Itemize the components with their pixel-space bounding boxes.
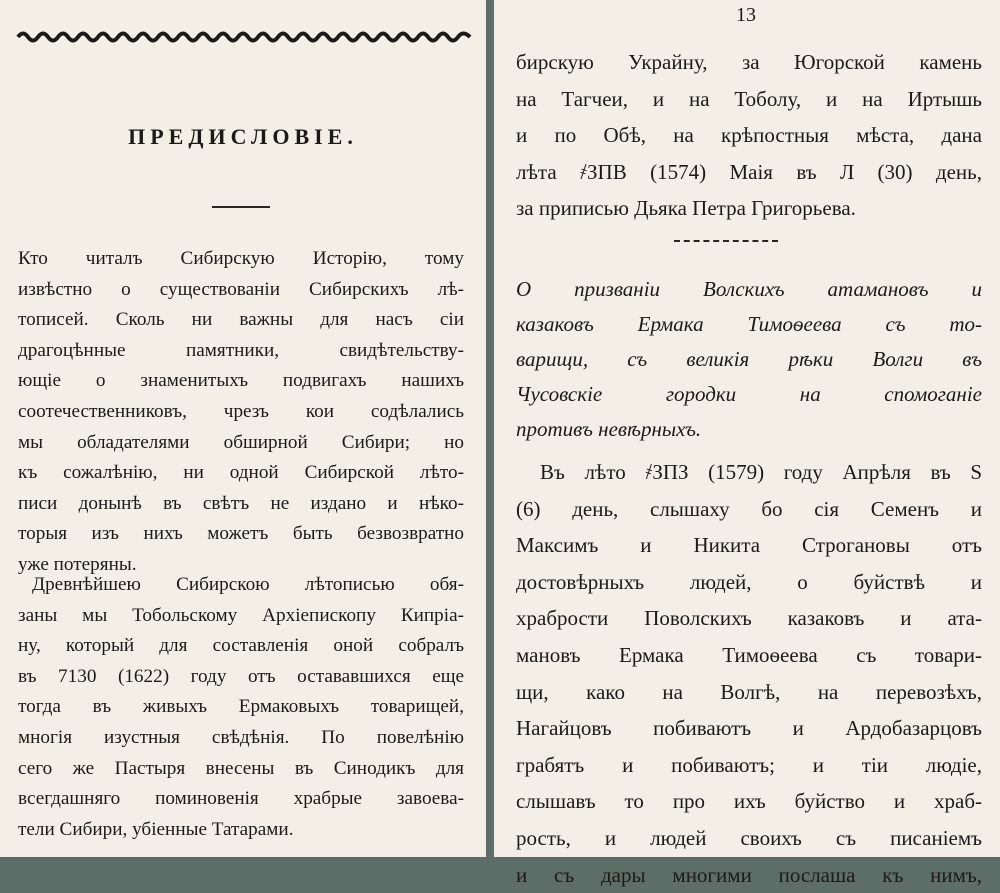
text-line: противъ невѣрныхъ. xyxy=(516,417,702,441)
chronicle-continuation xyxy=(516,44,982,227)
text-line: на Тагчеи, и на Тоболу, и на Иртышь xyxy=(516,86,982,111)
text-line: сего же Пастыря внесены въ Синодикъ для xyxy=(18,757,464,779)
text-line: Чусовскіе городки на спомоганіе xyxy=(516,382,982,406)
text-line: всегдашняго поминовенія храбрые завоева- xyxy=(18,788,464,810)
text-line: ну, который для составленія оной собралъ xyxy=(18,635,464,657)
text-line: Нагайцовъ побиваютъ и Ардобазарцовъ xyxy=(516,716,982,741)
text-line: Въ лѣто ҂ЗПЗ (1579) году Апрѣля въ S xyxy=(540,460,982,484)
text-line: тели Сибири, убіенные Татарами. xyxy=(18,818,294,840)
text-line: (6) день, слышаху бо сія Семенъ и xyxy=(516,496,982,521)
text-line: Максимъ и Никита Строгановы отъ xyxy=(516,533,982,558)
section-divider xyxy=(674,240,778,242)
text-line: Кто читалъ Сибирскую Исторію, тому xyxy=(18,248,464,269)
text-line: и съ дары многими послаша къ нимъ, xyxy=(516,862,982,887)
text-line: мановъ Ермака Тимоѳеева съ товари- xyxy=(516,642,982,667)
preface-paragraph-2 xyxy=(18,570,464,845)
right-page xyxy=(494,0,1000,887)
text-line: мы обладателями обширной Сибири; но xyxy=(18,431,464,453)
text-line: лѣта ҂ЗПВ (1574) Маія въ Л (30) день, xyxy=(516,159,982,184)
text-line: тогда въ живыхъ Ермаковыхъ товарищей, xyxy=(18,696,464,718)
text-line: соотечественниковъ, чрезъ кои содѣлались xyxy=(18,400,464,422)
text-line: О призваніи Волскихъ атамановъ и xyxy=(516,277,982,301)
text-line: бирскую Украйну, за Югорской камень xyxy=(516,50,982,74)
preface-heading: ПРЕДИСЛОВІЕ. xyxy=(128,124,358,149)
left-page xyxy=(0,0,486,857)
text-line: уже потеряны. xyxy=(18,553,137,575)
text-line: казаковъ Ермака Тимоѳеева съ то- xyxy=(516,312,982,336)
ornamental-rule xyxy=(18,28,470,46)
text-line: и по Обѣ, на крѣпостныя мѣста, дана xyxy=(516,123,982,148)
text-line: къ сожалѣнію, ни одной Сибирской лѣто- xyxy=(18,462,464,484)
text-line: заны мы Тобольскому Архіепископу Кипріа- xyxy=(18,604,464,626)
text-line: въ 7130 (1622) году отъ остававшихся еще xyxy=(18,665,464,687)
text-line: достовѣрныхъ людей, о буйствѣ и xyxy=(516,569,982,594)
text-line: Древнѣйшею Сибирскою лѣтописью обя- xyxy=(32,574,464,595)
page-number: 13 xyxy=(736,4,756,26)
text-line: за приписью Дьяка Петра Григорьева. xyxy=(516,196,856,221)
text-line: ющіе о знаменитыхъ подвигахъ нашихъ xyxy=(18,370,464,392)
preface-paragraph-1 xyxy=(18,244,464,581)
chapter-title xyxy=(516,272,982,447)
text-line: храбрости Поволскихъ казаковъ и ата- xyxy=(516,606,982,631)
text-line: тописей. Сколь ни важны для насъ сіи xyxy=(18,309,464,331)
text-line: варищи, съ великія рѣки Волги въ xyxy=(516,347,982,371)
text-line: щи, како на Волгѣ, на перевозѣхъ, xyxy=(516,679,982,704)
text-line: грабятъ и побиваютъ; и тіи людіе, xyxy=(516,752,982,777)
text-line: рость, и людей своихъ съ писаніемъ xyxy=(516,825,982,850)
text-line: извѣстно о существованіи Сибирскихъ лѣ- xyxy=(18,278,464,300)
chronicle-body xyxy=(516,454,982,893)
text-line: торыя изъ нихъ можетъ быть безвозвратно xyxy=(18,523,464,545)
text-line: слышавъ то про ихъ буйство и храб- xyxy=(516,789,982,814)
text-line: писи донынѣ въ свѣтъ не издано и нѣко- xyxy=(18,492,464,514)
text-line: драгоцѣнные памятники, свидѣтельству- xyxy=(18,339,464,361)
heading-divider xyxy=(212,206,270,208)
text-line: многія изустныя свѣдѣнія. По повелѣнію xyxy=(18,726,464,748)
